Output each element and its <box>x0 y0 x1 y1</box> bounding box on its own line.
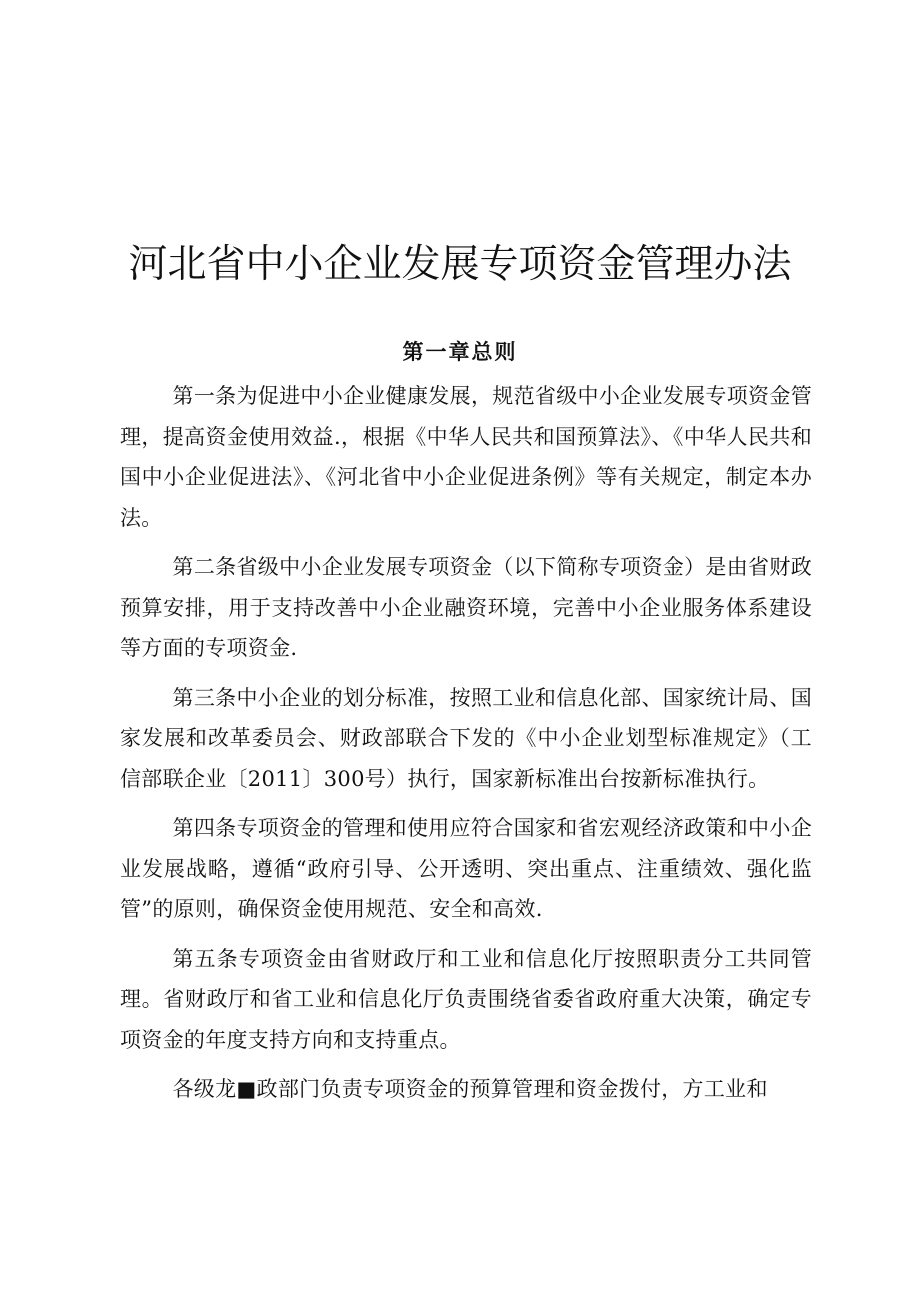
paragraph-article-5: 第五条专项资金由省财政厅和工业和信息化厅按照职责分工共同管理。省财政厅和省工业和信息化厅负责围绕省委省政府重大决策，确定专项资金的年度支持方向和支持重点。 <box>120 946 812 1052</box>
paragraph-article-1: 第一条为促进中小企业健康发展，规范省级中小企业发展专项资金管理，提高资金使用效益.，根据《中华人民共和国预算法》、《中华人民共和国中小企业促进法》、《河北省中小企业促进条例》等有关规定，制定本办法。 <box>120 384 812 530</box>
paragraph-article-4: 第四条专项资金的管理和使用应符合国家和省宏观经济政策和中小企业发展战略，遵循“政府引导、公开透明、突出重点、注重绩效、强化监管”的原则，确保资金使用规范、安全和高效. <box>120 816 812 921</box>
document-body <box>120 376 812 1119</box>
paragraph-article-3: 第三条中小企业的划分标准，按照工业和信息化部、国家统计局、国家发展和改革委员会、财政部联合下发的《中小企业划型标准规定》（工信部联企业〔2011〕300号）执行，国家新标准出台按新标准执行。 <box>120 685 812 791</box>
chapter-heading: 第一章总则 <box>402 339 518 364</box>
document-title: 河北省中小企业发展专项资金管理办法 <box>128 242 792 287</box>
paragraph-continuation: 各级龙■政部门负责专项资金的预算管理和资金拨付，方工业和 <box>172 1077 768 1101</box>
paragraph-article-2: 第二条省级中小企业发展专项资金（以下简称专项资金）是由省财政预算安排，用于支持改善中小企业融资环境，完善中小企业服务体系建设等方面的专项资金. <box>120 555 812 660</box>
